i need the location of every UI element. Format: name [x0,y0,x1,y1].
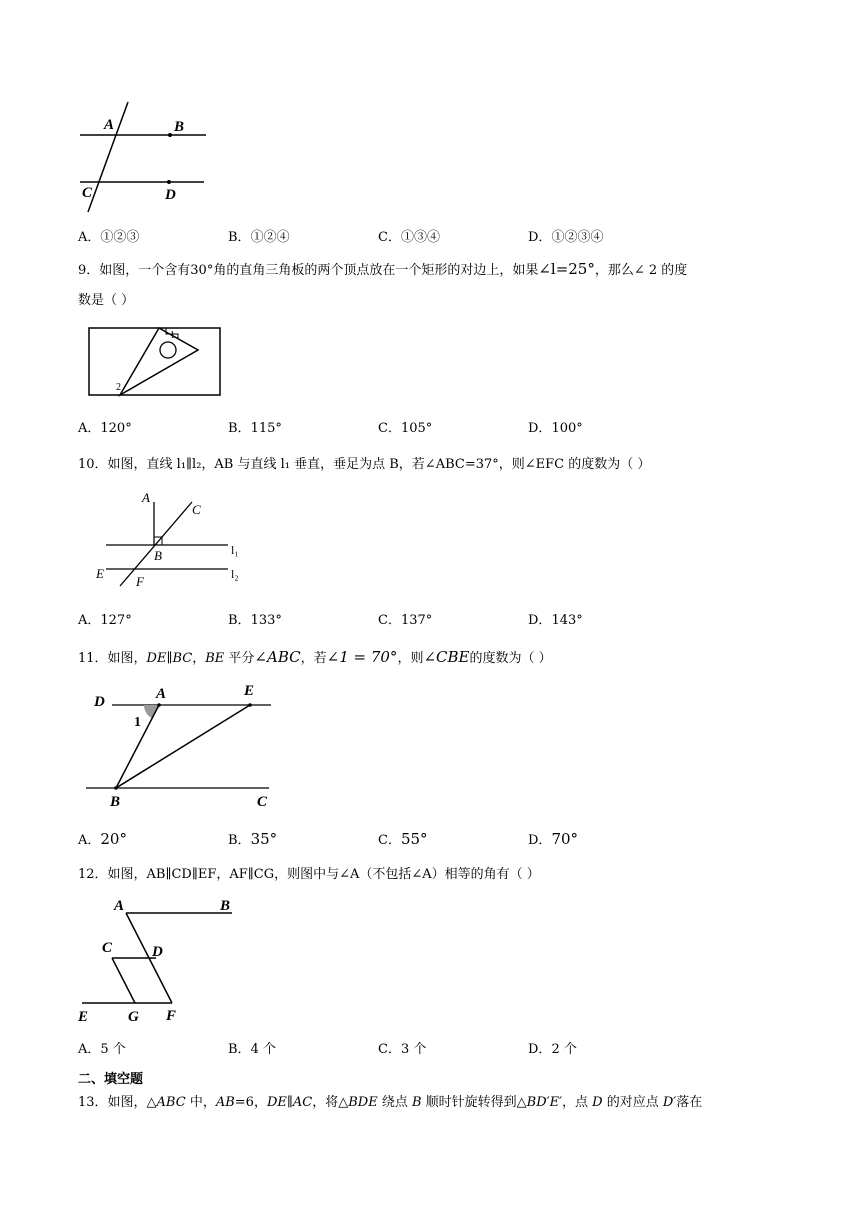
q12-option-d[interactable]: D．2 个 [528,1042,577,1057]
label-e: E [244,683,255,699]
q10-option-a[interactable]: A．127° [78,613,132,628]
point-a [157,703,161,707]
q8-diagram [76,100,216,215]
q9-option-b[interactable]: B．115° [228,421,282,436]
q11-options [78,829,798,851]
q12-diagram [76,896,246,1024]
q10-option-d[interactable]: D．143° [528,613,583,628]
q12-option-c[interactable]: C．3 个 [378,1042,427,1057]
label-2: 2 [116,382,121,393]
q8-figure [76,100,216,215]
label-a: A [104,117,115,133]
q10-figure [90,488,250,588]
q13-stem: 13．如图，△ABC 中，AB=6，DE∥AC，将△BDE 绕点 B 顺时针旋转得到△BD′E′，点 D 的对应点 D′落在 [78,1095,703,1110]
label-e: E [96,566,104,581]
q11-stem: 11．如图，DE∥BC，BE 平分∠ABC，若∠1 = 70°，则∠CBE的度数为（ ） [78,648,552,666]
q9-option-c[interactable]: C．105° [378,421,433,436]
q10-option-b[interactable]: B．133° [228,613,282,628]
label-c: C [102,940,113,956]
label-d: D [94,694,105,710]
line-cg [112,958,135,1003]
q9-figure [86,324,226,400]
q12-figure [76,896,246,1024]
point-b [168,133,172,137]
q11-diagram [86,680,286,814]
q11-option-d[interactable]: D．70° [528,830,579,848]
q12-options [78,1038,798,1060]
q12-option-b[interactable]: B．4 个 [228,1042,276,1057]
q8-option-d[interactable]: D．①②③④ [528,230,604,245]
label-b: B [154,548,162,563]
label-b: B [174,119,185,135]
q8-option-a[interactable]: A．①②③ [78,230,140,245]
q10-option-c[interactable]: C．137° [378,613,433,628]
q10-options [78,609,798,631]
line-fc [120,502,192,586]
q11-option-b[interactable]: B．35° [228,830,278,848]
label-f: F [136,574,144,588]
q8-option-c[interactable]: C．①③④ [378,230,440,245]
label-l1: l₁ [231,543,239,557]
label-c: C [192,502,201,517]
label-c: C [257,794,268,810]
label-1: 1 [134,715,141,730]
q8-option-b[interactable]: B．①②④ [228,230,290,245]
q10-stem: 10．如图，直线 l₁∥l₂，AB 与直线 l₁ 垂直，垂足为点 B，若∠ABC=37°，则∠EFC 的度数为（ ） [78,457,651,472]
label-c: C [82,185,93,201]
label-e: E [78,1009,89,1024]
label-a: A [156,686,167,702]
label-l2: l₂ [231,567,239,581]
point-e [248,703,252,707]
label-1: 1 [170,330,175,341]
rectangle [89,328,220,395]
label-d: D [165,187,176,203]
label-f: F [166,1008,177,1024]
q11-option-a[interactable]: A．20° [78,830,127,848]
section-title: 二、填空题 [78,1072,144,1087]
label-a: A [142,490,150,505]
triangle-ruler [120,328,198,395]
q9-option-d[interactable]: D．100° [528,421,583,436]
ruler-hole [160,342,176,358]
q9-diagram [86,324,226,400]
q9-option-a[interactable]: A．120° [78,421,132,436]
q8-options [78,226,798,248]
label-b: B [110,794,121,810]
q11-figure [86,680,286,814]
q10-diagram [90,488,250,588]
label-a: A [114,898,125,914]
angle-1-mark [144,705,159,719]
label-d: D [152,944,163,960]
point-d [167,180,171,184]
q12-stem: 12．如图，AB∥CD∥EF，AF∥CG，则图中与∠A（不包括∠A）相等的角有（ ） [78,867,540,882]
q9-stem: 9．如图，一个含有30°角的直角三角板的两个顶点放在一个矩形的对边上，如果∠l=25°，那么∠ 2 的度 数是（ ） [78,260,688,308]
point-b [114,786,118,790]
q12-option-a[interactable]: A．5 个 [78,1042,126,1057]
label-b: B [220,898,231,914]
q11-option-c[interactable]: C．55° [378,830,428,848]
q9-options [78,417,798,439]
label-g: G [128,1009,139,1024]
